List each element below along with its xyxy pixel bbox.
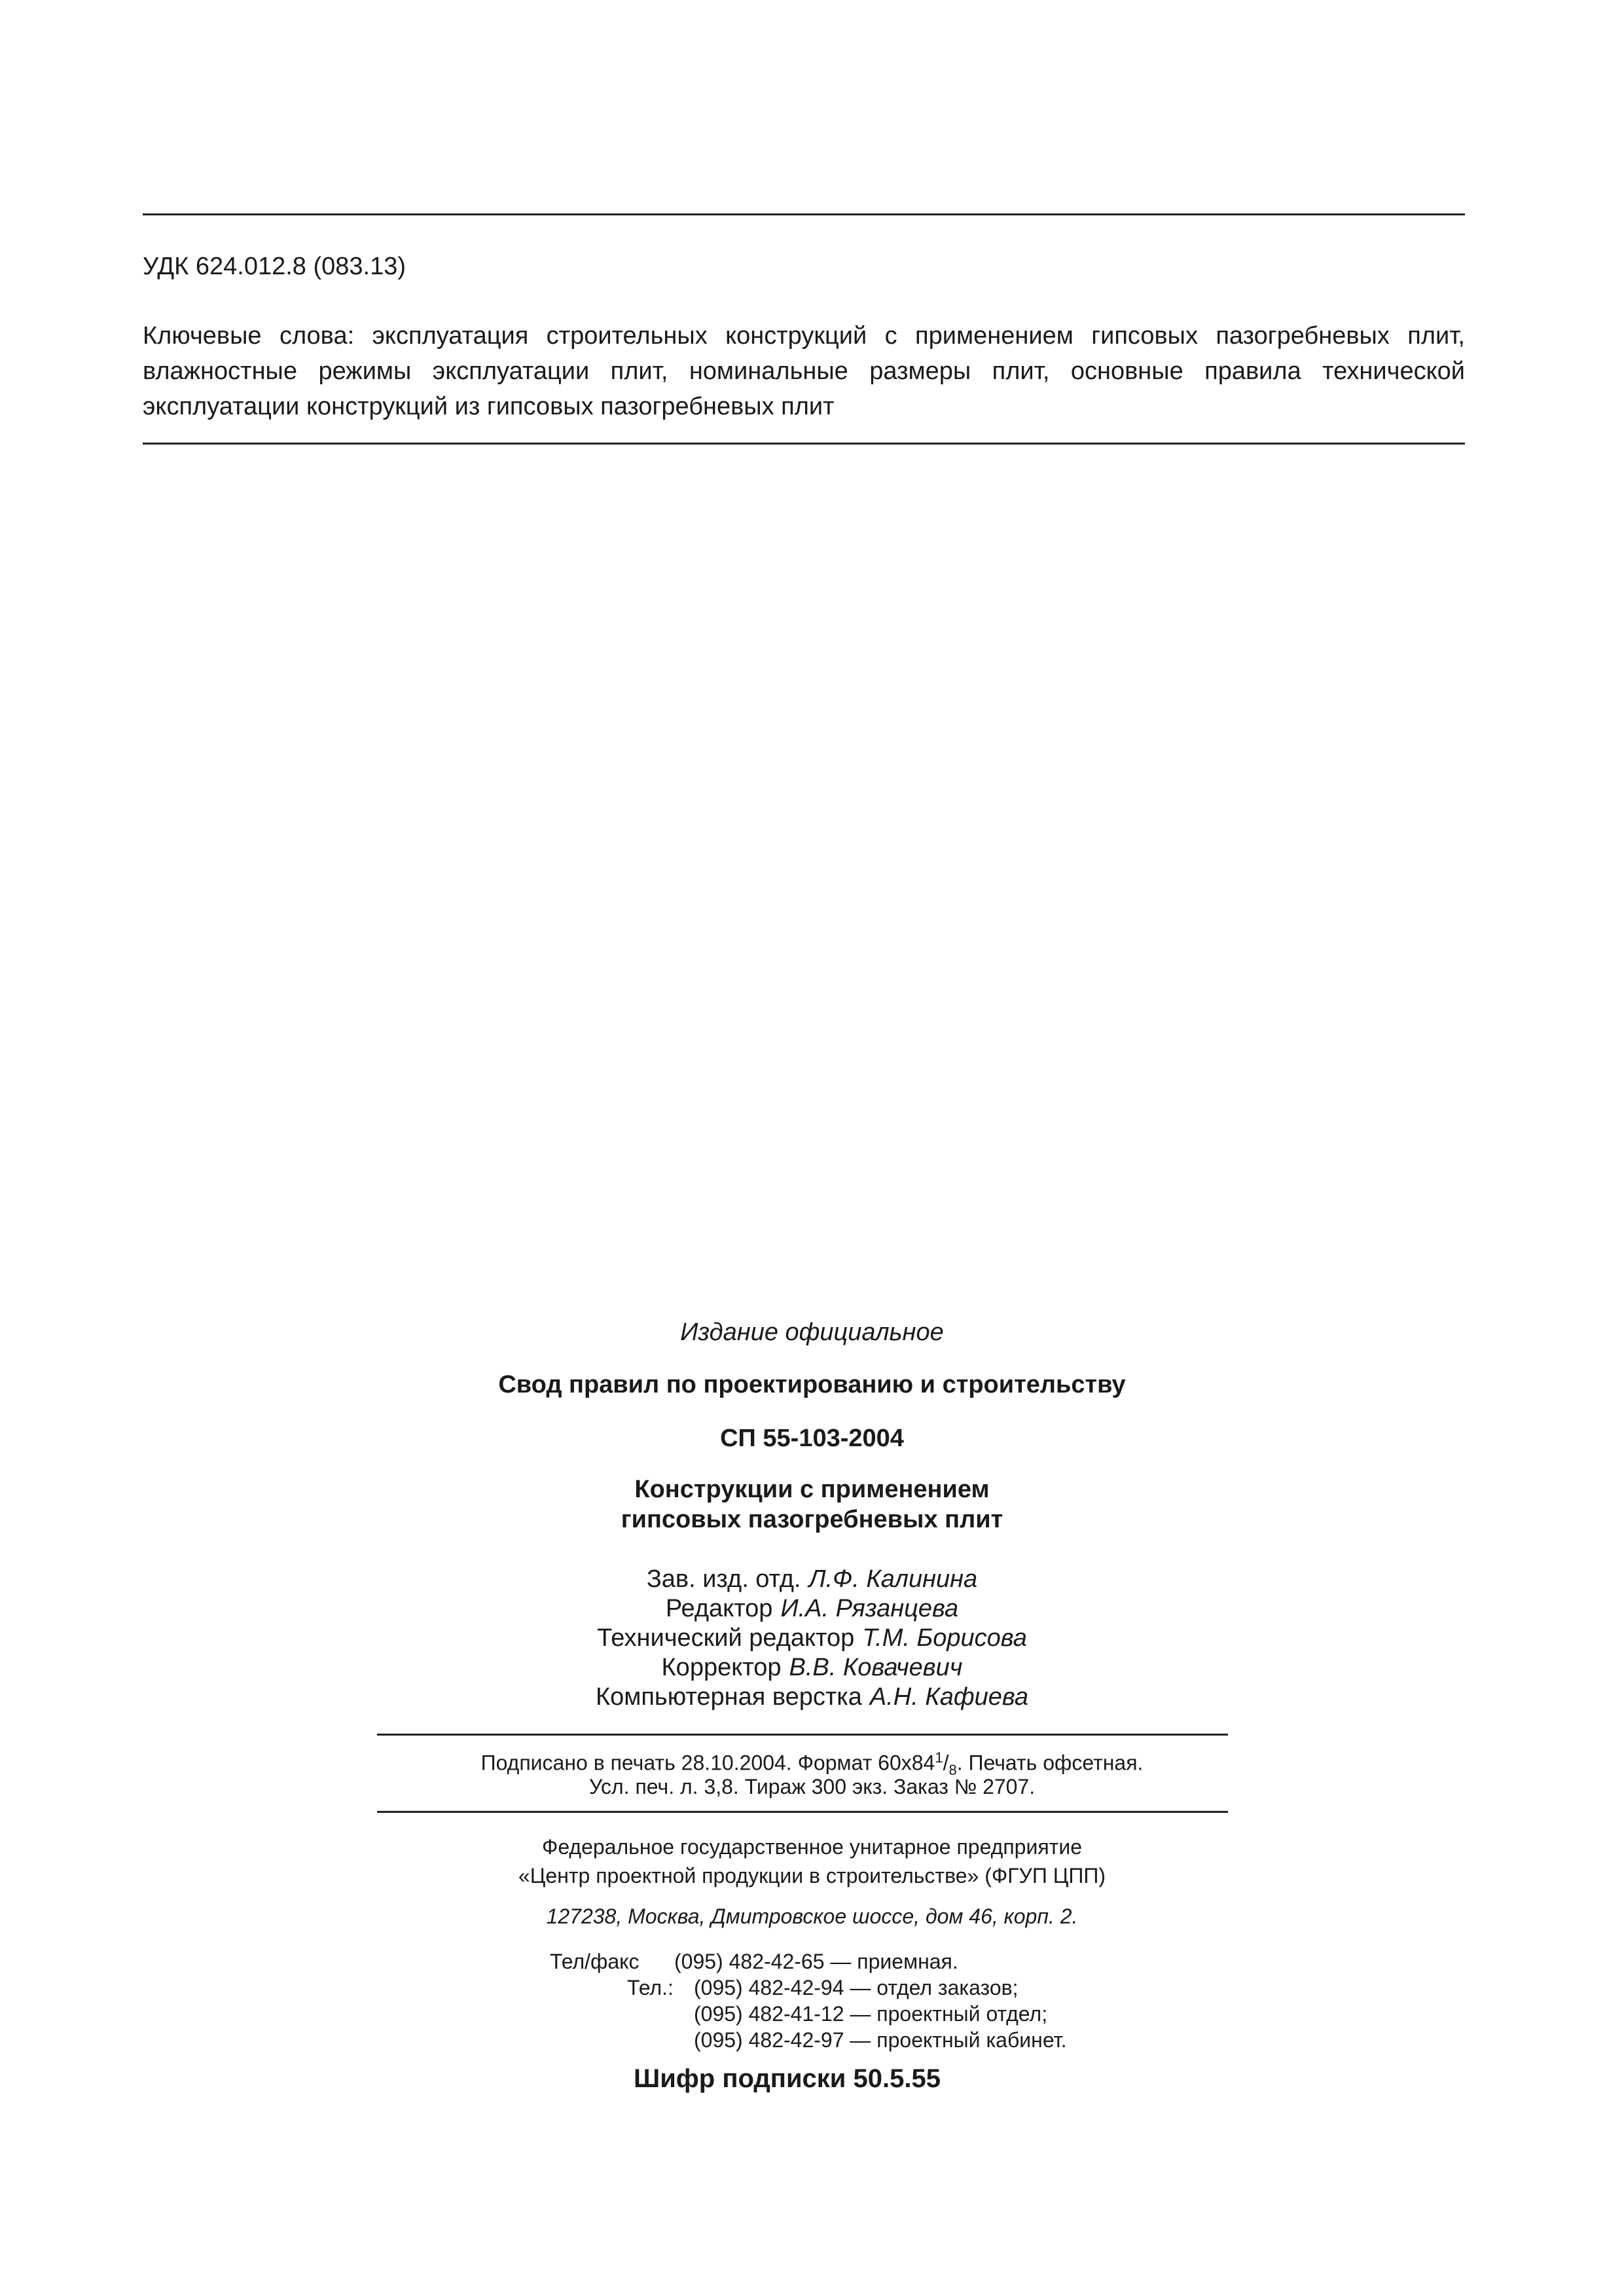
udc-code: УДК 624.012.8 (083.13) bbox=[143, 253, 406, 280]
format-subscript: 8 bbox=[948, 1762, 957, 1779]
staff-name: Л.Ф. Калинина bbox=[808, 1565, 978, 1593]
top-rule bbox=[143, 213, 1465, 215]
print-signed-prefix: Подписано в печать 28.10.2004. Формат 60х84 bbox=[480, 1751, 935, 1775]
staff-role: Компьютерная верстка bbox=[595, 1683, 862, 1711]
contact-label: Тел.: bbox=[627, 1976, 674, 1999]
imprint-bottom-rule bbox=[377, 1811, 1228, 1813]
editorial-staff-list bbox=[0, 1565, 1624, 1712]
organization-line-1: Федеральное государственное унитарное предприятие bbox=[541, 1835, 1082, 1859]
staff-role: Корректор bbox=[661, 1654, 782, 1681]
keywords-paragraph: Ключевые слова: эксплуатация строительных конструкций с применением гипсовых пазогребневых плит, влажностные режимы эксплуатации плит, номинальные размеры плит, основные правила технической эксплуатации конструкций из гипсовых пазогребневых плит bbox=[143, 322, 1465, 420]
staff-role: Редактор bbox=[665, 1595, 773, 1622]
document-code: СП 55-103-2004 bbox=[720, 1425, 904, 1452]
contact-value: (095) 482-42-65 — приемная. bbox=[674, 1950, 958, 1973]
print-signed-suffix: . Печать офсетная. bbox=[956, 1751, 1144, 1775]
staff-row bbox=[0, 1624, 1624, 1653]
document-title bbox=[0, 1474, 1624, 1535]
staff-name: В.В. Ковачевич bbox=[789, 1654, 963, 1681]
staff-name: А.Н. Кафиева bbox=[869, 1683, 1029, 1711]
format-superscript: 1 bbox=[935, 1749, 943, 1766]
official-edition-label: Издание официальное bbox=[680, 1319, 944, 1346]
contact-row bbox=[550, 1948, 958, 1975]
staff-name: И.А. Рязанцева bbox=[780, 1595, 959, 1622]
staff-row bbox=[0, 1683, 1624, 1712]
staff-name: Т.М. Борисова bbox=[862, 1624, 1027, 1652]
staff-role: Технический редактор bbox=[597, 1624, 855, 1652]
contact-value: (095) 482-42-97 — проектный кабинет. bbox=[694, 2028, 1067, 2052]
staff-row bbox=[0, 1565, 1624, 1594]
contact-value: (095) 482-41-12 — проектный отдел; bbox=[694, 2002, 1048, 2026]
keywords-bottom-rule bbox=[143, 443, 1465, 445]
staff-row bbox=[0, 1653, 1624, 1683]
document-title-line-2: гипсовых пазогребневых плит bbox=[621, 1506, 1003, 1533]
contact-value: (095) 482-42-94 — отдел заказов; bbox=[694, 1976, 1019, 1999]
contact-label: Тел/факс bbox=[550, 1950, 640, 1973]
organization-address: 127238, Москва, Дмитровское шоссе, дом 46, корп. 2. bbox=[546, 1904, 1078, 1928]
staff-row bbox=[0, 1594, 1624, 1624]
imprint-top-rule bbox=[377, 1734, 1228, 1736]
staff-role: Зав. изд. отд. bbox=[646, 1565, 801, 1593]
subscription-code: Шифр подписки 50.5.55 bbox=[634, 2064, 941, 2093]
organization-line-2: «Центр проектной продукции в строительстве» (ФГУП ЦПП) bbox=[518, 1864, 1106, 1887]
series-title: Свод правил по проектированию и строительству bbox=[498, 1371, 1126, 1398]
document-title-line-1: Конструкции с применением bbox=[634, 1476, 990, 1503]
print-run-line: Усл. печ. л. 3,8. Тираж 300 экз. Заказ № 2707. bbox=[588, 1775, 1036, 1798]
print-signed-line: Подписано в печать 28.10.2004. Формат $60х84^1/_8$. Печать офсетная. bbox=[480, 1749, 1144, 1779]
